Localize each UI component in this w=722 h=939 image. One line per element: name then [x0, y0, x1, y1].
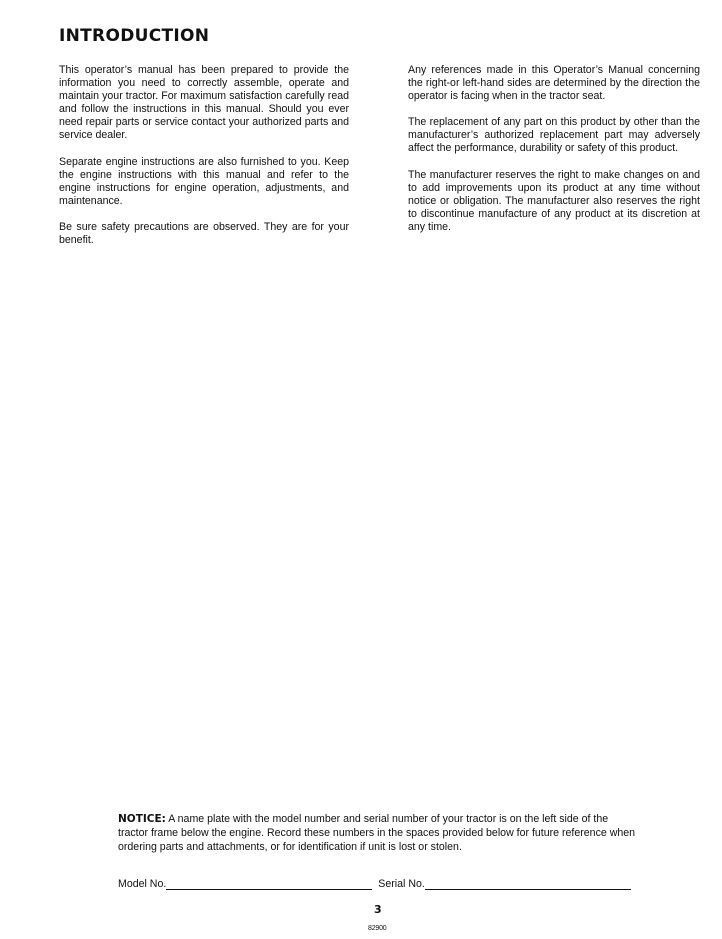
- right-column: [408, 64, 700, 247]
- reserves-rights-paragraph: The manufacturer reserves the right to make changes on and to add improvements upon its product at any time without notice or obligation. The manufacturer also reserves the right to discontinue manufacture of any product at its discretion at any time.: [408, 168, 700, 233]
- notice-block: [118, 812, 638, 854]
- intro-paragraph: This operator’s manual has been prepared to provide the information you need to correctly assemble, operate and maintain your tractor. For maximum satisfaction carefully read and follow the instructions in this manual. Should you ever need repair parts or service contact your authorized parts and service dealer.: [59, 64, 349, 142]
- notice-text: A name plate with the model number and serial number of your tractor is on the left side of the tractor frame below the engine. Record these numbers in the spaces provided below for future reference when ordering parts and attachments, or for identification if unit is lost or stolen.: [118, 813, 636, 853]
- notice-label: NOTICE:: [118, 813, 166, 825]
- document-code: 82900: [368, 925, 387, 932]
- record-fields: [118, 878, 638, 890]
- page-title: INTRODUCTION: [59, 26, 210, 46]
- replacement-paragraph: The replacement of any part on this product by other than the manufacturer’s authorized replacement part may adversely affect the performance, durability or safety of this product.: [408, 116, 700, 155]
- model-number-line[interactable]: [166, 879, 372, 890]
- direction-paragraph: Any references made in this Operator’s Manual concerning the right-or left-hand sides are determined by the direction the operator is facing when in the tractor seat.: [408, 64, 700, 103]
- safety-paragraph: Be sure safety precautions are observed. They are for your benefit.: [59, 220, 349, 247]
- engine-instructions-paragraph: Separate engine instructions are also furnished to you. Keep the engine instructions with this manual and refer to the engine instructions for engine operation, adjustments, and maintenance.: [59, 155, 349, 207]
- serial-number-label: Serial No.: [378, 878, 425, 890]
- model-number-label: Model No.: [118, 878, 167, 890]
- left-column: [59, 64, 349, 260]
- page-number: 3: [374, 903, 382, 916]
- serial-number-line[interactable]: [425, 879, 631, 890]
